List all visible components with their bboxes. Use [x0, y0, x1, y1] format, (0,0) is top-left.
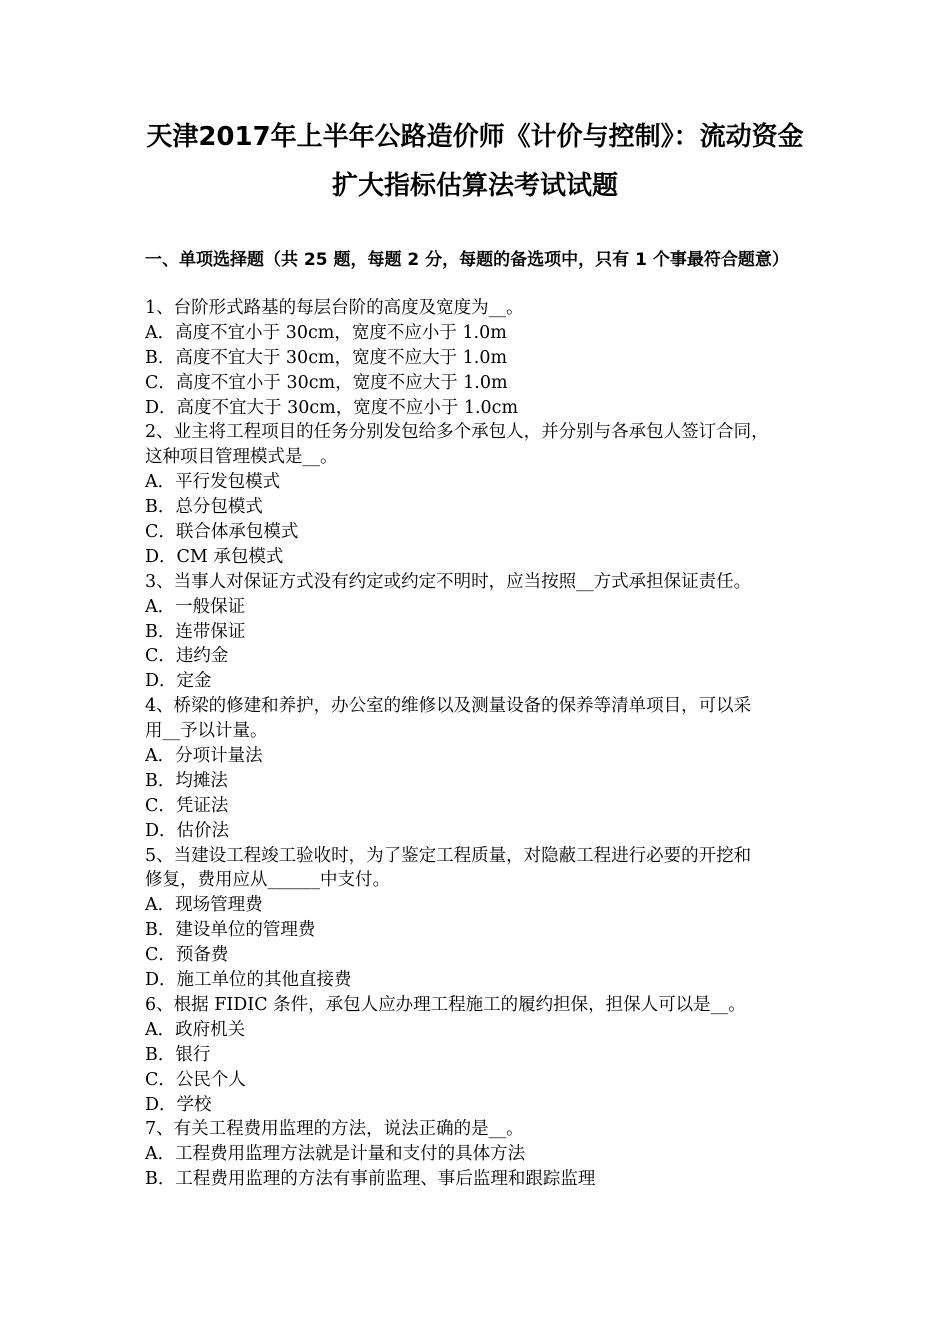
option-text: B．连带保证 — [145, 621, 246, 642]
option-text: C．凭证法 — [145, 795, 229, 816]
option-text: C．公民个人 — [145, 1069, 246, 1090]
question-text: 5、当建设工程竣工验收时，为了鉴定工程质量，对隐蔽工程进行必要的开挖和 — [145, 845, 752, 866]
question-text: 这种项目管理模式是__。 — [145, 447, 338, 468]
option-text: B．工程费用监理的方法有事前监理、事后监理和跟踪监理 — [145, 1169, 596, 1190]
option-text: D．定金 — [145, 671, 212, 692]
option-text: D．施工单位的其他直接费 — [145, 970, 352, 991]
option-text: B．总分包模式 — [145, 497, 263, 518]
document-title-line-2: 扩大指标估算法考试试题 — [331, 171, 618, 201]
option-text: A．分项计量法 — [145, 746, 263, 767]
question-text: 7、有关工程费用监理的方法，说法正确的是__。 — [145, 1119, 524, 1140]
option-text: C．联合体承包模式 — [145, 522, 299, 543]
option-text: C．高度不宜小于 30cm，宽度不应大于 1.0m — [145, 372, 508, 393]
question-list — [145, 296, 810, 1192]
option-text: B．建设单位的管理费 — [145, 920, 316, 941]
question-text: 2、业主将工程项目的任务分别发包给多个承包人，并分别与各承包人签订合同， — [145, 422, 769, 443]
option-text: D．学校 — [145, 1094, 212, 1115]
section-heading: 一、单项选择题（共 25 题，每题 2 分，每题的备选项中，只有 1 个事最符合题意） — [145, 250, 789, 270]
question-text: 6、根据 FIDIC 条件，承包人应办理工程施工的履约担保，担保人可以是__。 — [145, 994, 746, 1015]
document-title-line-1: 天津2017年上半年公路造价师《计价与控制》：流动资金 — [146, 122, 804, 152]
option-text: A．高度不宜小于 30cm，宽度不应小于 1.0m — [145, 322, 507, 343]
option-text: C．预备费 — [145, 945, 229, 966]
option-text: A．平行发包模式 — [145, 472, 281, 493]
option-text: D．CM 承包模式 — [145, 546, 284, 567]
question-text: 4、桥梁的修建和养护，办公室的维修以及测量设备的保养等清单项目，可以采 — [145, 696, 752, 717]
option-text: D．估价法 — [145, 820, 230, 841]
question-text: 3、当事人对保证方式没有约定或约定不明时，应当按照__方式承担保证责任。 — [145, 571, 752, 592]
option-text: A．一般保证 — [145, 596, 246, 617]
question-text: 1、台阶形式路基的每层台阶的高度及宽度为__。 — [145, 298, 524, 318]
option-text: A．工程费用监理方法就是计量和支付的具体方法 — [145, 1144, 526, 1165]
question-text: 用__予以计量。 — [145, 721, 268, 742]
option-text: B．高度不宜大于 30cm，宽度不应大于 1.0m — [145, 347, 508, 368]
option-text: B．均摊法 — [145, 770, 228, 791]
option-text: A．现场管理费 — [145, 895, 263, 916]
question-text: 修复，费用应从______中支付。 — [145, 870, 390, 891]
option-text: B．银行 — [145, 1044, 211, 1065]
option-text: D．高度不宜大于 30cm，宽度不应小于 1.0cm — [145, 397, 519, 418]
option-text: A．政府机关 — [145, 1019, 246, 1040]
option-text: C．违约金 — [145, 646, 229, 667]
